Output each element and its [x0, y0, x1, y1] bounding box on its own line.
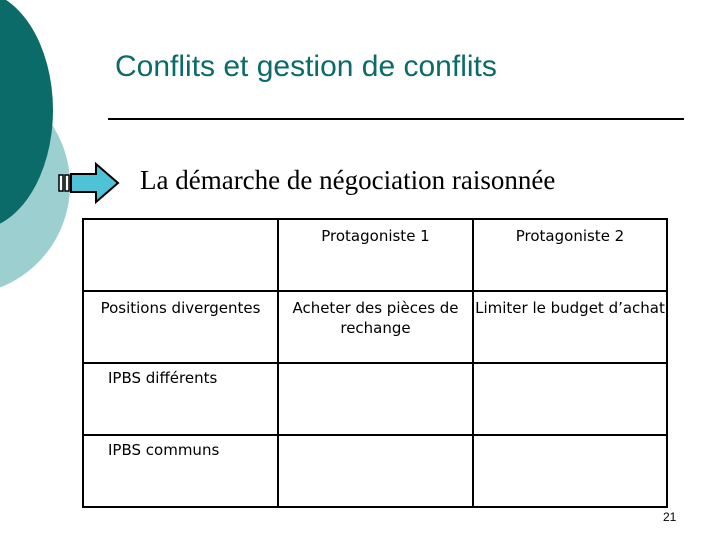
row-ipbs-differents-p1 [278, 363, 473, 435]
row-positions-p2: Limiter le budget d’achat [473, 291, 667, 363]
table-row [83, 435, 667, 507]
row-ipbs-communs-p2 [473, 435, 667, 507]
row-label-ipbs-communs [83, 435, 278, 507]
slide-subtitle: La démarche de négociation raisonnée [140, 165, 556, 195]
row-ipbs-communs-p1 [278, 435, 473, 507]
page-number: 21 [663, 510, 677, 524]
header-protagoniste-1: Protagoniste 1 [278, 219, 473, 291]
table-header-row [83, 219, 667, 291]
row-label-ipbs-differents [83, 363, 278, 435]
table-row [83, 363, 667, 435]
row-positions-p1: Acheter des pièces de rechange [278, 291, 473, 363]
table-row [83, 291, 667, 363]
row-label-positions: Positions divergentes [83, 291, 278, 363]
title-underline [108, 118, 684, 120]
header-empty-cell [83, 219, 278, 291]
arrow-right-icon [58, 162, 120, 204]
row-ipbs-differents-p2 [473, 363, 667, 435]
negotiation-table [82, 218, 668, 508]
row-label-ipbs-differents-text: IPBS différents [108, 369, 218, 387]
header-protagoniste-2: Protagoniste 2 [473, 219, 667, 291]
row-label-ipbs-communs-text: IPBS communs [108, 441, 220, 459]
slide-title: Conflits et gestion de conflits [115, 50, 497, 83]
